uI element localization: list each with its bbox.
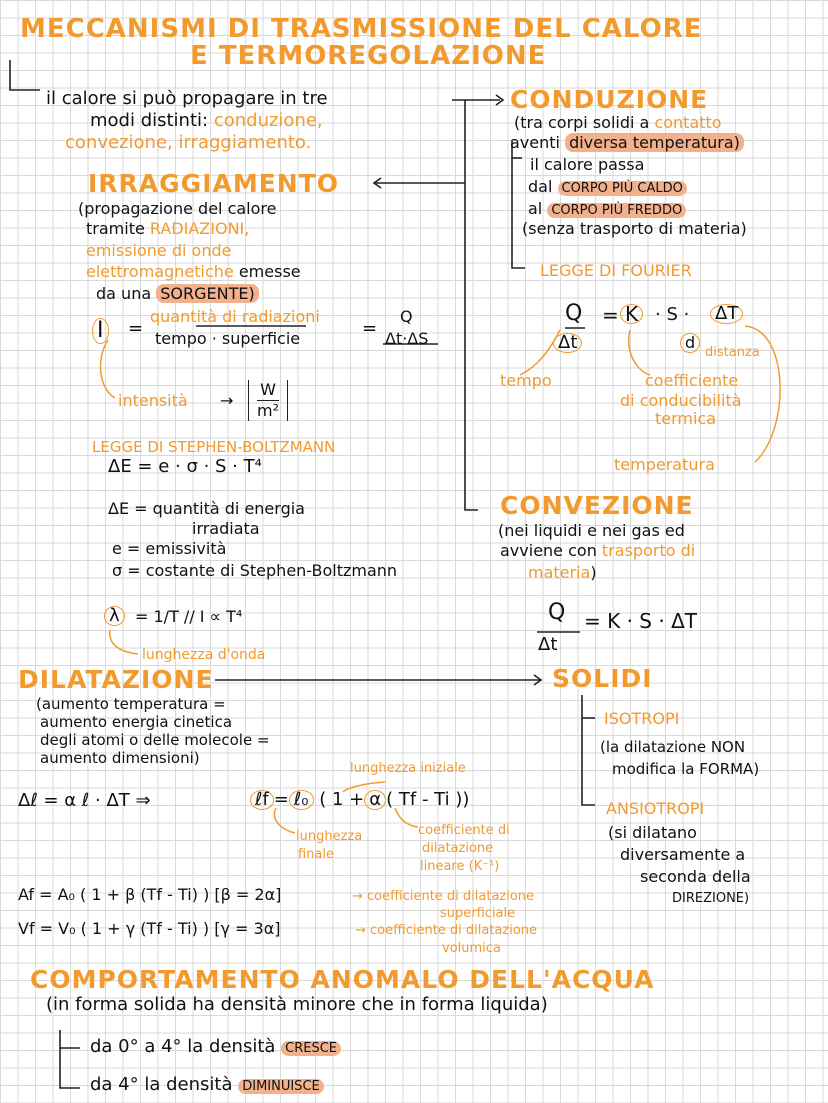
an-l1: (si dilatano (608, 823, 697, 842)
anisotropi-heading: ANSIOTROPI (606, 799, 705, 818)
dil-l3: degli atomi o delle molecole = (40, 731, 270, 749)
unit: W m² (248, 380, 288, 421)
dil-formula: Δℓ = α ℓ · ΔT ⇒ (18, 790, 151, 811)
def-emissivity: e = emissività (112, 539, 227, 558)
cond-l5: al CORPO PIÙ FREDDO (528, 200, 686, 220)
intro-line1: il calore si può propagare in tre (46, 88, 328, 109)
lunghezza-finale-1: lunghezza (296, 829, 363, 844)
an-l2: diversamente a (620, 845, 746, 864)
temperatura-label: temperatura (614, 455, 715, 474)
legge-stephen: LEGGE DI STEPHEN-BOLTZMANN (92, 438, 336, 456)
fourier-dt: Δt (553, 333, 582, 353)
fourier-S: · S · (655, 304, 690, 325)
tempo-label: tempo (500, 371, 552, 390)
lunghezza-finale-2: finale (298, 847, 335, 862)
irr-l2: tramite RADIAZIONI, (86, 219, 250, 238)
acqua-l1: (in forma solida ha densità minore che in forma liquida) (46, 994, 548, 1015)
acqua-r1: da 0° a 4° la densità CRESCE (90, 1038, 341, 1058)
irr-l5: da una SORGENTE) (96, 285, 259, 303)
cond-l4: dal CORPO PIÙ CALDO (528, 178, 687, 198)
intensity-num: quantità di radiazioni (150, 307, 320, 326)
convezione-heading: CONVEZIONE (500, 491, 694, 520)
lambda-label: lunghezza d'onda (142, 647, 266, 663)
def-constant: σ = costante di Stephen-Boltzmann (112, 561, 398, 580)
coeff-lineare-2: dilatazione (422, 841, 494, 856)
volume-formula: Vf = V₀ ( 1 + γ (Tf - Ti) ) [γ = 3α] (18, 919, 281, 938)
intro-line3: convezione, irraggiamento. (65, 132, 312, 153)
coeff-label-1: coefficiente (645, 371, 739, 390)
dilatazione-heading: DILATAZIONE (18, 665, 214, 694)
distanza-label: distanza (705, 345, 760, 360)
fourier-dT: ΔT (710, 304, 743, 324)
cond-l1: (tra corpi solidi a contatto (514, 113, 722, 132)
def-energy: ΔE = quantità di energia (108, 499, 305, 518)
area-label: → coefficiente di dilatazione (352, 889, 535, 904)
fourier-d: d (680, 333, 700, 353)
arrow: → (220, 391, 234, 410)
solidi-heading: SOLIDI (552, 664, 653, 693)
intensity-rden: Δt·ΔS (385, 329, 429, 348)
acqua-heading: COMPORTAMENTO ANOMALO DELL'ACQUA (30, 965, 655, 994)
eq-sign-2: = (362, 318, 378, 339)
dil-l4: aumento dimensioni) (40, 749, 200, 767)
lunghezza-iniziale: lunghezza iniziale (350, 761, 466, 776)
irr-l1: (propagazione del calore (78, 199, 277, 218)
iso-l2: modifica la FORMA) (612, 760, 760, 778)
irr-l4: elettromagnetiche emesse (86, 262, 301, 281)
dil-l1: (aumento temperatura = (36, 695, 226, 713)
area-formula: Af = A₀ ( 1 + β (Tf - Ti) ) [β = 2α] (18, 885, 282, 904)
fourier-Q: Q (565, 301, 583, 326)
title-line1: MECCANISMI DI TRASMISSIONE DEL CALORE (20, 14, 703, 44)
cond-l2: aventi diversa temperatura) (510, 134, 744, 152)
intensity-symbol: I (92, 318, 109, 344)
area-label-2: superficiale (440, 906, 516, 921)
acqua-r2: da 4° la densità DIMINUISCE (90, 1076, 324, 1096)
volume-label: → coefficiente di dilatazione (355, 923, 538, 938)
title-line2: E TERMOREGOLAZIONE (190, 41, 547, 71)
formula-energy: ΔE = e · σ · S · T⁴ (108, 456, 262, 477)
intensity-rnum: Q (400, 307, 413, 326)
conv-rhs: = K · S · ΔT (584, 609, 697, 633)
intensity-den: tempo · superficie (155, 329, 301, 348)
coeff-lineare-3: lineare (K⁻¹) (420, 859, 500, 874)
irr-l3: emissione di onde (86, 241, 232, 260)
conv-l2: avviene con trasporto di (500, 541, 696, 560)
conv-l1: (nei liquidi e nei gas ed (498, 521, 685, 540)
lambda-formula: = 1/T // I ∝ T⁴ (135, 607, 243, 626)
cond-l6: (senza trasporto di materia) (522, 219, 747, 238)
an-l4: DIREZIONE) (672, 891, 750, 906)
volume-label-2: volumica (442, 941, 501, 956)
dil-final-formula: ℓf = ℓ₀ ( 1 + α ( Tf - Ti )) (250, 790, 469, 810)
coeff-label-2: di conducibilità (620, 391, 742, 410)
legge-fourier: LEGGE DI FOURIER (540, 261, 692, 280)
intensita-label: intensità (118, 391, 188, 410)
lambda-symbol: λ (104, 606, 125, 626)
irraggiamento-heading: IRRAGGIAMENTO (88, 169, 340, 198)
conv-l3: materia) (528, 563, 597, 582)
conduzione-heading: CONDUZIONE (510, 85, 709, 114)
conv-dt: Δt (538, 634, 558, 655)
intro-line2: modi distinti: conduzione, (90, 110, 323, 131)
fourier-eq: = (602, 303, 619, 327)
def-energy-b: irradiata (192, 519, 260, 538)
fourier-k: K (620, 304, 643, 324)
isotropi-heading: ISOTROPI (604, 709, 680, 728)
an-l3: seconda della (640, 867, 751, 886)
cond-l3: il calore passa (530, 155, 645, 174)
iso-l1: (la dilatazione NON (600, 738, 746, 756)
coeff-lineare-1: coefficiente di (418, 823, 510, 838)
eq-sign: = (128, 318, 144, 339)
dil-l2: aumento energia cinetica (40, 713, 233, 731)
coeff-label-3: termica (655, 409, 717, 428)
conv-Q: Q (548, 600, 566, 625)
